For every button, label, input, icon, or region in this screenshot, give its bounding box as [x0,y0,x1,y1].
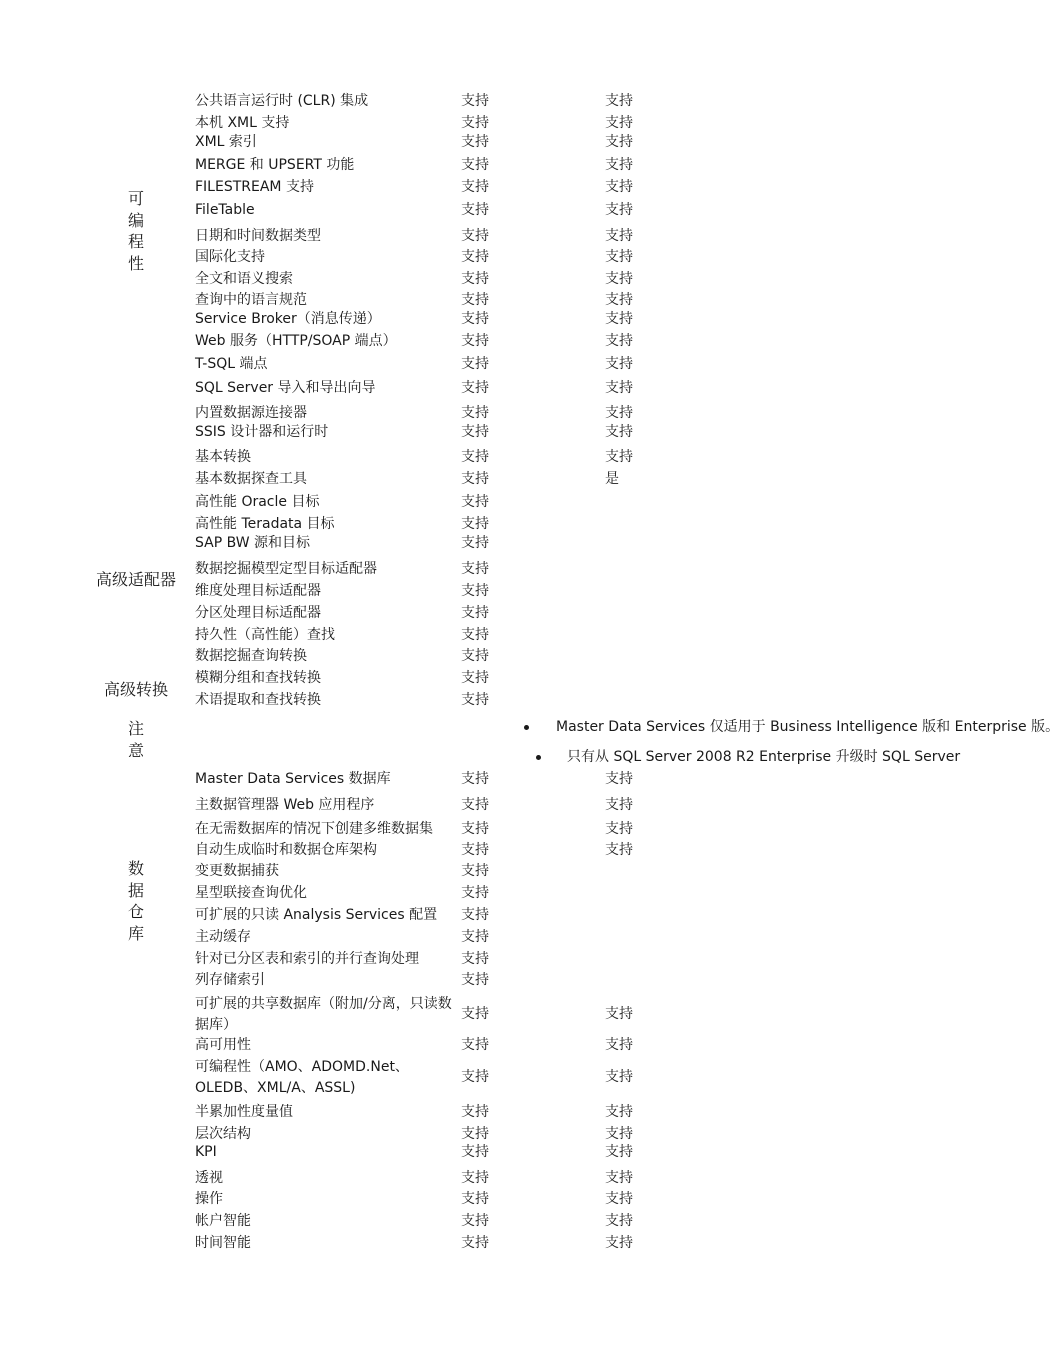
feature-name: 公共语言运行时 (CLR) 集成 [195,93,369,109]
feature-name: 数据挖掘模型定型目标适配器 [195,561,377,577]
feature-name: Master Data Services 数据库 [195,771,391,787]
support-value-col1: 支持 [461,179,489,195]
feature-name: 可编程性（AMO、ADOMD.Net、OLEDB、XML/A、ASSL) [195,1059,409,1096]
feature-name: 维度处理目标适配器 [195,583,321,599]
support-value-col1: 支持 [461,885,489,901]
support-value-col1: 支持 [461,292,489,308]
support-value-col1: 支持 [461,424,489,440]
bullet-dot-icon [524,725,529,730]
support-value-col1: 支持 [461,202,489,218]
support-value-col1: 支持 [461,627,489,643]
support-value-col2: 支持 [605,449,633,465]
support-value-col1: 支持 [461,648,489,664]
support-value-col2: 支持 [605,1126,633,1142]
feature-name: 分区处理目标适配器 [195,605,321,621]
feature-name: 日期和时间数据类型 [195,228,321,244]
support-value-col1: 支持 [461,228,489,244]
support-value-col2: 支持 [605,356,633,372]
support-value-col1: 支持 [461,1144,489,1160]
feature-name: 在无需数据库的情况下创建多维数据集 [195,821,433,837]
feature-name: 可扩展的共享数据库（附加/分离，只读数据库） [195,996,452,1033]
support-value-col1: 支持 [461,1104,489,1120]
support-value-col2: 支持 [605,842,633,858]
feature-name: 主数据管理器 Web 应用程序 [195,797,375,813]
support-value-col2: 支持 [605,797,633,813]
feature-name: KPI [195,1144,217,1160]
support-value-col1: 支持 [461,93,489,109]
feature-name: 列存储索引 [195,972,265,988]
feature-name: 可扩展的只读 Analysis Services 配置 [195,907,438,923]
support-value-col2: 支持 [605,157,633,173]
support-value-col2: 支持 [605,179,633,195]
support-value-col2: 支持 [605,380,633,396]
support-value-col2: 支持 [605,271,633,287]
support-value-col2: 支持 [605,405,633,421]
category-label-adv-transforms: 高级转换 [103,680,168,699]
feature-name: 自动生成临时和数据仓库架构 [195,842,377,858]
feature-name: 透视 [195,1170,223,1186]
feature-name: 高性能 Teradata 目标 [195,516,335,532]
feature-name: Service Broker（消息传递） [195,311,381,327]
feature-name: 操作 [195,1191,223,1207]
support-value-col1: 支持 [461,271,489,287]
feature-name: T-SQL 端点 [195,356,268,372]
support-value-col2: 支持 [605,202,633,218]
support-value-col1: 支持 [461,356,489,372]
support-value-col1: 支持 [461,670,489,686]
support-value-col1: 支持 [461,449,489,465]
feature-name: 术语提取和查找转换 [195,692,321,708]
feature-name: 基本数据探查工具 [195,471,307,487]
support-value-col1: 支持 [461,907,489,923]
support-value-col2: 支持 [605,134,633,150]
feature-name: 持久性（高性能）查找 [195,627,335,643]
feature-name: 高可用性 [195,1037,251,1053]
support-value-col2: 支持 [605,311,633,327]
feature-name: MERGE 和 UPSERT 功能 [195,157,355,173]
feature-name: 针对已分区表和索引的并行查询处理 [195,951,419,967]
category-label-notes: 注意 [128,719,145,760]
support-value-col2: 支持 [605,1170,633,1186]
feature-name: 全文和语义搜索 [195,271,293,287]
support-value-col2: 支持 [605,424,633,440]
support-value-col1: 支持 [461,115,489,131]
support-value-col2: 支持 [605,93,633,109]
feature-name: 时间智能 [195,1235,251,1251]
feature-name: 帐户智能 [195,1213,251,1229]
support-value-col2: 支持 [605,1037,633,1053]
support-value-col1: 支持 [461,929,489,945]
support-value-col1: 支持 [461,951,489,967]
support-value-col2: 支持 [605,115,633,131]
bullet-dot-icon [536,755,541,760]
support-value-col1: 支持 [461,842,489,858]
support-value-col2: 支持 [605,821,633,837]
feature-name: 查询中的语言规范 [195,292,307,308]
note-bullet-item [567,748,960,766]
feature-name: SSIS 设计器和运行时 [195,424,329,440]
feature-name: 国际化支持 [195,249,265,265]
support-value-col2: 支持 [605,1144,633,1160]
support-value-col1: 支持 [461,134,489,150]
feature-name: 模糊分组和查找转换 [195,670,321,686]
support-value-col1: 支持 [461,249,489,265]
support-value-col1: 支持 [461,1069,489,1085]
support-value-col1: 支持 [461,972,489,988]
support-value-col2: 支持 [605,249,633,265]
support-value-col1: 支持 [461,157,489,173]
support-value-col2: 支持 [605,1069,633,1085]
feature-name: Web 服务（HTTP/SOAP 端点） [195,333,397,349]
note-text: 只有从 SQL Server 2008 R2 Enterprise 升级时 SQL Server [567,749,961,765]
support-value-col1: 支持 [461,1170,489,1186]
support-value-col1: 支持 [461,692,489,708]
support-value-col2: 支持 [605,1104,633,1120]
feature-name: 层次结构 [195,1126,251,1142]
feature-name: SAP BW 源和目标 [195,535,311,551]
support-value-col1: 支持 [461,1235,489,1251]
feature-name: FileTable [195,202,255,218]
support-value-col1: 支持 [461,1191,489,1207]
feature-name: FILESTREAM 支持 [195,179,314,195]
support-value-col2: 是 [605,471,619,487]
support-value-col1: 支持 [461,1126,489,1142]
support-value-col1: 支持 [461,471,489,487]
category-label-adv-adapters: 高级适配器 [95,570,176,589]
support-value-col1: 支持 [461,605,489,621]
support-value-col2: 支持 [605,1191,633,1207]
support-value-col2: 支持 [605,1235,633,1251]
feature-name: 基本转换 [195,449,251,465]
support-value-col1: 支持 [461,311,489,327]
category-label-data-warehouse: 数据仓库 [128,859,145,943]
support-value-col1: 支持 [461,771,489,787]
category-label-programmability: 可编程性 [128,189,145,273]
support-value-col2: 支持 [605,333,633,349]
support-value-col1: 支持 [461,1213,489,1229]
feature-name: 数据挖掘查询转换 [195,648,307,664]
support-value-col1: 支持 [461,1037,489,1053]
support-value-col1: 支持 [461,1006,489,1022]
support-value-col2: 支持 [605,228,633,244]
note-text: Master Data Services 仅适用于 Business Intelligence 版和 Enterprise 版。 [556,719,1059,735]
support-value-col1: 支持 [461,863,489,879]
support-value-col2: 支持 [605,771,633,787]
feature-name: 内置数据源连接器 [195,405,307,421]
support-value-col1: 支持 [461,516,489,532]
support-value-col1: 支持 [461,583,489,599]
support-value-col2: 支持 [605,1006,633,1022]
support-value-col1: 支持 [461,561,489,577]
feature-name: SQL Server 导入和导出向导 [195,380,376,396]
feature-name: 本机 XML 支持 [195,115,290,131]
support-value-col1: 支持 [461,821,489,837]
support-value-col1: 支持 [461,405,489,421]
support-value-col2: 支持 [605,1213,633,1229]
note-bullet-item [556,718,1059,736]
support-value-col1: 支持 [461,797,489,813]
support-value-col2: 支持 [605,292,633,308]
feature-name: XML 索引 [195,134,257,150]
support-value-col1: 支持 [461,535,489,551]
feature-name: 高性能 Oracle 目标 [195,494,320,510]
feature-name: 主动缓存 [195,929,251,945]
support-value-col1: 支持 [461,333,489,349]
feature-name: 半累加性度量值 [195,1104,293,1120]
feature-name: 星型联接查询优化 [195,885,307,901]
support-value-col1: 支持 [461,494,489,510]
support-value-col1: 支持 [461,380,489,396]
feature-name: 变更数据捕获 [195,863,279,879]
